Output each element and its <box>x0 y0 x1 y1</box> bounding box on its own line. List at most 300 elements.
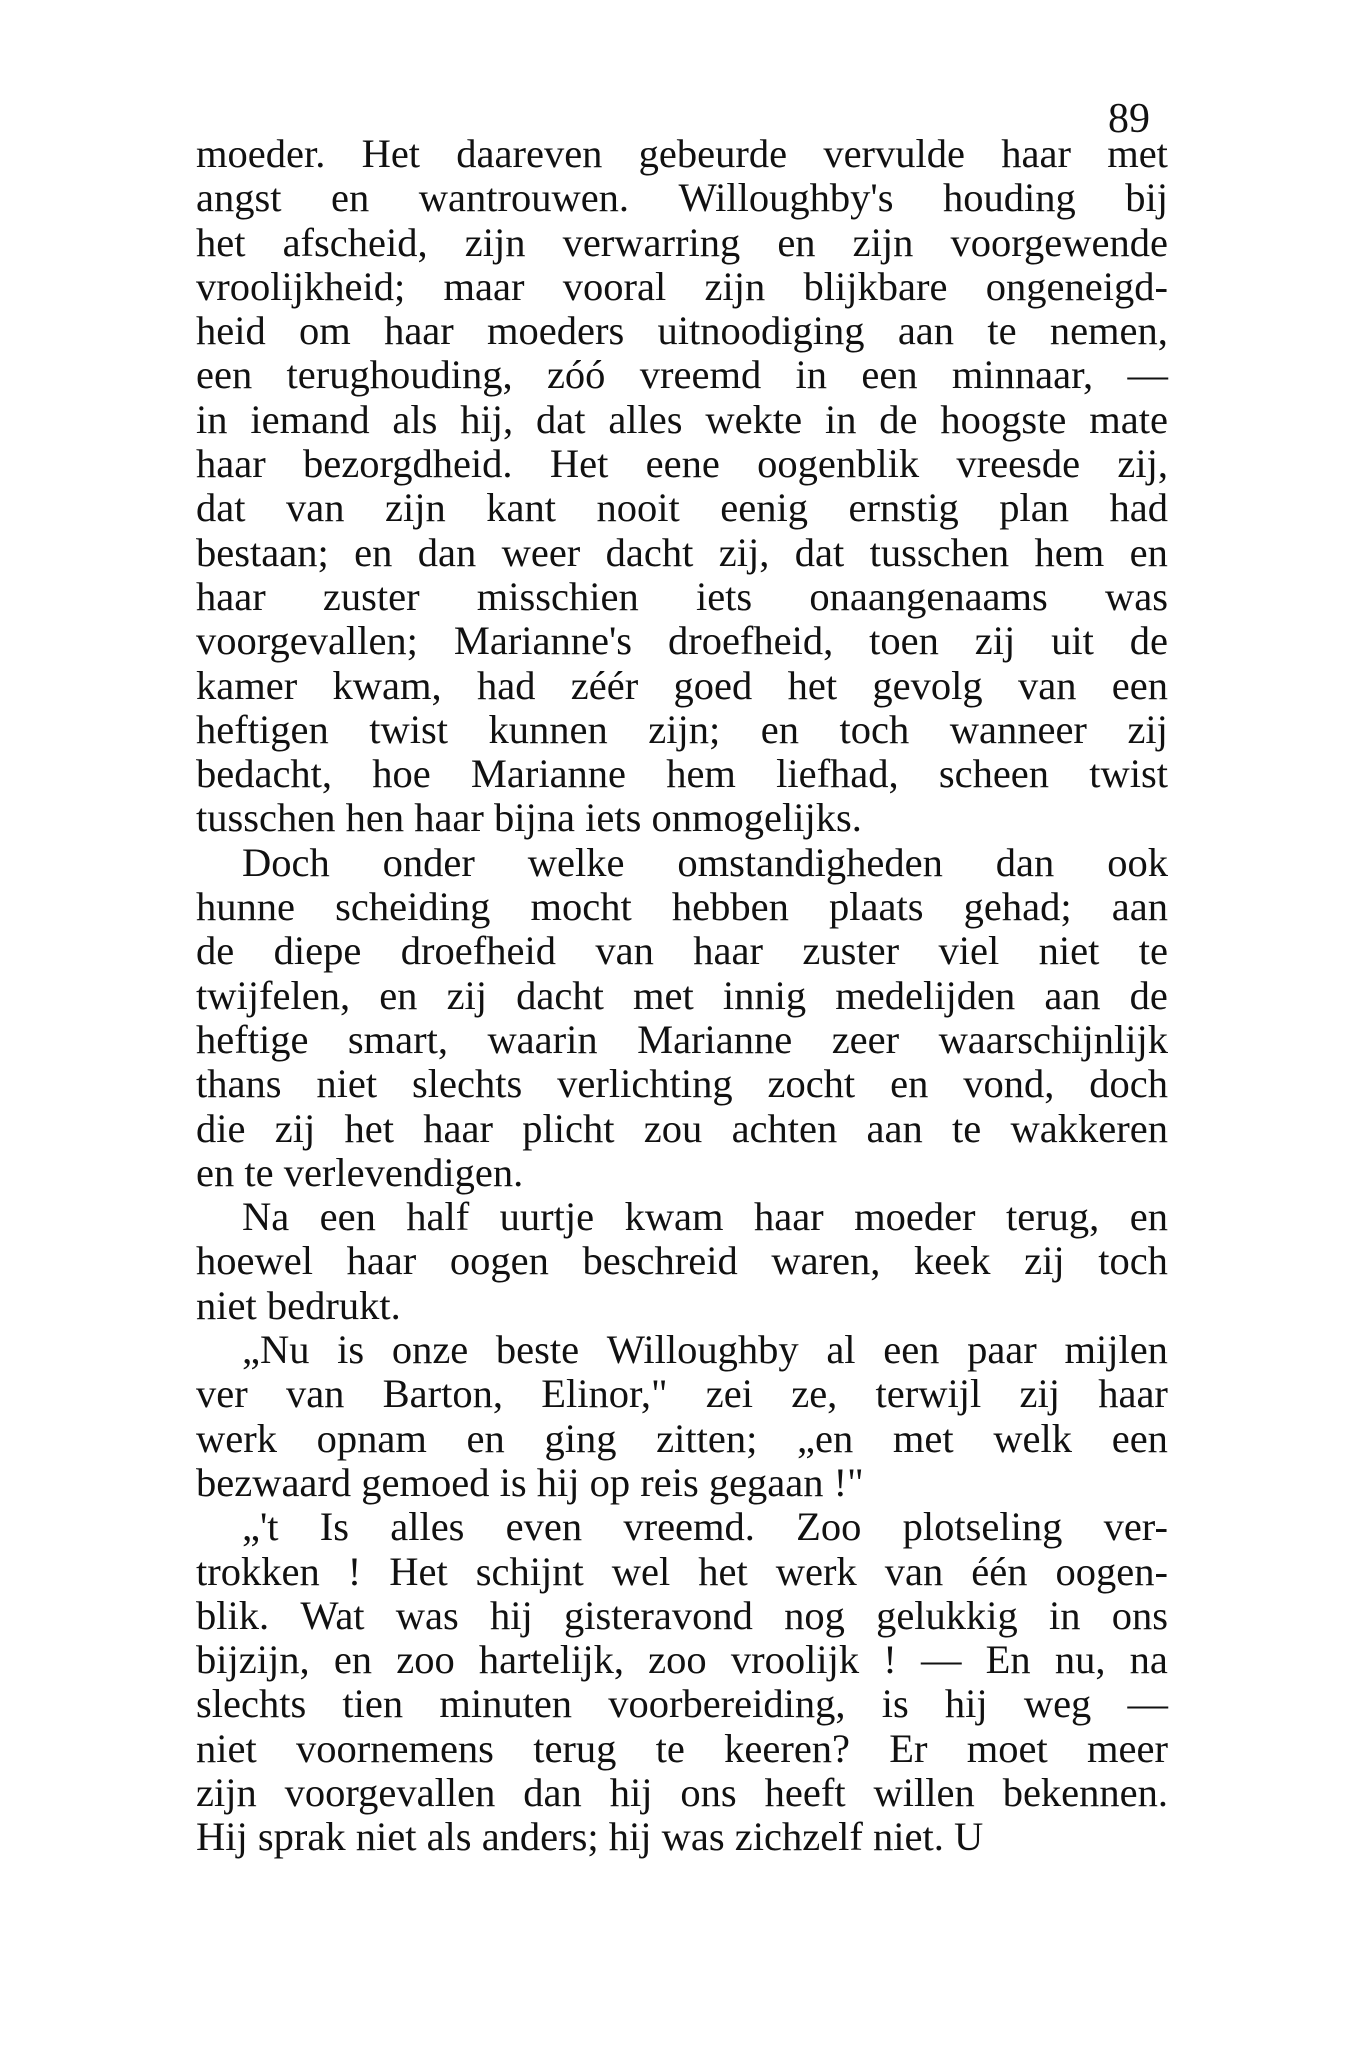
word: terughouding, <box>286 352 513 398</box>
word: hem <box>666 751 736 797</box>
word: heid <box>196 308 266 354</box>
word: wekte <box>705 396 803 442</box>
text-line <box>196 1284 1168 1328</box>
text-line <box>196 1195 1168 1239</box>
word: maar <box>443 263 525 309</box>
word: van <box>1017 662 1077 708</box>
word: in <box>196 396 228 442</box>
word: vreesde <box>956 441 1081 487</box>
word: niet <box>1038 928 1100 974</box>
text-line <box>196 1239 1168 1283</box>
word: even <box>505 1504 583 1550</box>
word: smart, <box>347 1016 448 1062</box>
word: zei <box>705 1371 753 1417</box>
word: haar <box>1098 1371 1168 1417</box>
word: wantrouwen. <box>418 175 630 221</box>
text-line-content <box>242 841 1168 885</box>
word: Er <box>889 1725 928 1771</box>
word: Zoo <box>796 1504 862 1550</box>
word: met <box>633 972 694 1018</box>
word: aan <box>897 308 955 354</box>
text-line <box>196 841 1168 885</box>
word: nooit <box>596 485 680 531</box>
word: zij <box>446 972 488 1018</box>
word: had <box>1109 485 1168 531</box>
word: blik. <box>196 1592 270 1638</box>
word: slechts <box>412 1061 523 1107</box>
word: en <box>760 706 799 752</box>
word: wel <box>611 1548 671 1594</box>
word: en <box>1129 529 1168 575</box>
word: en <box>777 219 816 265</box>
text-line <box>196 1727 1168 1771</box>
text-line <box>196 1151 1168 1195</box>
text-line <box>196 575 1168 619</box>
word: in <box>1049 1592 1081 1638</box>
word: dan <box>523 1769 582 1815</box>
word: om <box>299 308 351 354</box>
word: beste <box>495 1327 580 1373</box>
word: moeder. <box>196 131 326 176</box>
word: hebben <box>671 884 789 930</box>
word: schijnt <box>475 1548 584 1594</box>
word: toch <box>1098 1238 1168 1284</box>
word: na <box>1129 1637 1168 1683</box>
word: één <box>971 1548 1028 1594</box>
text-line <box>196 531 1168 575</box>
word: „'t <box>242 1504 279 1550</box>
word: goed <box>673 662 753 708</box>
text-line <box>196 1594 1168 1638</box>
word: hoewel <box>196 1238 313 1284</box>
word: Wat <box>300 1592 365 1638</box>
word: voorgevallen <box>284 1769 496 1815</box>
word: eenig <box>720 485 808 531</box>
body-text <box>196 132 1168 1860</box>
word: dan <box>417 529 477 575</box>
word: welk <box>993 1415 1073 1461</box>
word: terug, <box>1005 1194 1100 1240</box>
word: droefheid, <box>667 618 834 664</box>
word: blijkbare <box>803 263 948 309</box>
word: dat <box>196 485 246 531</box>
text-line-content: tusschen hen haar bijna iets onmogelijks. <box>196 795 862 841</box>
word: nemen, <box>1049 308 1168 354</box>
word: zij, <box>718 529 770 575</box>
word: vreemd. <box>623 1504 755 1550</box>
word: en <box>333 1637 373 1683</box>
text-line <box>196 1328 1168 1372</box>
word: verwarring <box>562 219 741 265</box>
word: ! <box>347 1548 362 1594</box>
word: iemand <box>250 396 370 442</box>
word: Elinor," <box>541 1371 668 1417</box>
word: — <box>920 1637 962 1683</box>
word: en <box>1129 1194 1168 1240</box>
word: willen <box>873 1769 975 1815</box>
word: bij <box>1125 175 1168 221</box>
word: te <box>952 1105 982 1151</box>
word: haar <box>196 441 266 487</box>
word: gehad; <box>963 884 1072 930</box>
word: ver <box>196 1371 248 1417</box>
word: niet <box>196 1725 257 1771</box>
text-line <box>196 1815 1168 1859</box>
word: mocht <box>530 884 632 930</box>
text-line <box>196 132 1168 176</box>
word: en <box>379 972 418 1018</box>
word: twist <box>1089 751 1168 797</box>
text-line <box>196 1417 1168 1461</box>
word: houding <box>942 175 1076 221</box>
word: trokken <box>196 1548 320 1594</box>
text-line <box>196 974 1168 1018</box>
word: zijn <box>852 219 914 265</box>
word: alles <box>390 1504 465 1550</box>
word: diepe <box>273 928 362 974</box>
text-line-content <box>242 1505 1168 1549</box>
word: hij <box>489 1592 533 1638</box>
word: vreemd <box>639 352 762 398</box>
word: werk <box>196 1415 277 1461</box>
word: gelukkig <box>876 1592 1018 1638</box>
word: en <box>466 1415 505 1461</box>
word: voorgevallen; <box>196 618 418 664</box>
word: Marianne <box>637 1016 793 1062</box>
word: een <box>861 352 918 398</box>
word: dat <box>794 529 845 575</box>
word: die <box>196 1105 246 1151</box>
word: zij <box>1024 1238 1065 1284</box>
word: keek <box>914 1238 991 1284</box>
word: dacht <box>605 529 694 575</box>
word: de <box>1129 618 1168 664</box>
text-line-content: en te verlevendigen. <box>196 1149 524 1195</box>
text-line-content: bezwaard gemoed is hij op reis gegaan !" <box>196 1459 864 1505</box>
word: kant <box>486 485 556 531</box>
word: bedacht, <box>196 751 333 797</box>
word: waarschijnlijk <box>938 1016 1168 1062</box>
word: mijlen <box>1064 1327 1168 1373</box>
word: heftigen <box>196 706 329 752</box>
word: — <box>1127 1681 1168 1727</box>
text-line <box>196 176 1168 220</box>
word: hartelijk, <box>478 1637 624 1683</box>
word: vroolijk <box>730 1637 860 1683</box>
word: ver- <box>1103 1504 1168 1550</box>
word: had <box>476 662 536 708</box>
word: mate <box>1089 396 1168 442</box>
word: Barton, <box>382 1371 504 1417</box>
text-line <box>196 664 1168 708</box>
text-line <box>196 1682 1168 1726</box>
word: zij, <box>1117 441 1168 487</box>
word: vooral <box>562 263 667 309</box>
word: onze <box>391 1327 469 1373</box>
word: van <box>884 1548 944 1594</box>
text-line <box>196 1505 1168 1549</box>
word: afscheid, <box>282 219 428 265</box>
word: zij <box>1019 1371 1060 1417</box>
word: zóó <box>546 352 606 398</box>
word: vroolijkheid; <box>196 263 406 309</box>
word: nog <box>784 1592 845 1638</box>
word: half <box>406 1194 470 1240</box>
word: al <box>826 1327 856 1373</box>
word: Het <box>389 1548 448 1594</box>
word: haar <box>384 308 454 354</box>
word: keeren? <box>724 1725 851 1771</box>
word: innig <box>722 972 807 1018</box>
word: minuten <box>439 1681 573 1727</box>
word: scheen <box>938 751 1050 797</box>
word: ging <box>544 1415 617 1461</box>
word: „Nu <box>242 1327 310 1373</box>
word: droefheid <box>400 928 556 974</box>
text-line <box>196 442 1168 486</box>
word: onaangenaams <box>809 573 1048 619</box>
word: zij <box>1127 706 1168 752</box>
word: tien <box>342 1681 404 1727</box>
word: twijfelen, <box>196 972 351 1018</box>
word: was <box>395 1592 459 1638</box>
word: moet <box>966 1725 1048 1771</box>
text-line <box>196 1062 1168 1106</box>
word: een <box>196 352 253 398</box>
word: thans <box>196 1061 282 1107</box>
word: voorgewende <box>950 219 1168 265</box>
word: zeer <box>831 1016 900 1062</box>
word: zocht <box>767 1061 856 1107</box>
word: uitnoodiging <box>657 308 865 354</box>
word: haar <box>423 1105 493 1151</box>
word: haar <box>196 573 266 619</box>
word: zoo <box>648 1637 707 1683</box>
text-line <box>196 398 1168 442</box>
word: zijn <box>464 219 526 265</box>
word: ze, <box>791 1371 838 1417</box>
text-line-content: niet bedrukt. <box>196 1282 401 1328</box>
word: plotseling <box>902 1504 1063 1550</box>
word: van <box>285 1371 345 1417</box>
word: gebeurde <box>638 131 788 176</box>
word: liefhad, <box>776 751 899 797</box>
word: de <box>879 396 918 442</box>
word: bekennen. <box>1002 1769 1168 1815</box>
word: slechts <box>196 1681 307 1727</box>
word: — <box>1127 352 1168 398</box>
word: „en <box>797 1415 854 1461</box>
text-line <box>196 752 1168 796</box>
word: in <box>824 396 857 442</box>
word: zoo <box>396 1637 455 1683</box>
word: minnaar, <box>951 352 1094 398</box>
word: haar <box>693 928 763 974</box>
word: uurtje <box>499 1194 595 1240</box>
text-line <box>196 1372 1168 1416</box>
text-line <box>196 885 1168 929</box>
word: waarin <box>487 1016 598 1062</box>
word: zuster <box>802 928 900 974</box>
word: hunne <box>196 884 295 930</box>
word: oogenblik <box>757 441 920 487</box>
word: en <box>890 1061 929 1107</box>
word: vond, <box>963 1061 1055 1107</box>
word: achten <box>731 1105 838 1151</box>
word: medelijden <box>835 972 1016 1018</box>
word: te <box>1138 928 1168 974</box>
word: zijn <box>385 485 446 531</box>
text-line <box>196 619 1168 663</box>
word: niet <box>316 1061 378 1107</box>
word: zéér <box>570 662 639 708</box>
word: als <box>392 396 438 442</box>
word: van <box>595 928 654 974</box>
word: Willoughby <box>606 1327 799 1373</box>
word: zij <box>274 1105 316 1151</box>
word: Marianne's <box>453 618 633 664</box>
word: dacht <box>516 972 604 1018</box>
word: viel <box>938 928 1000 974</box>
text-line <box>196 1107 1168 1151</box>
word: uit <box>1051 618 1094 664</box>
word: het <box>344 1105 395 1151</box>
word: scheiding <box>335 884 491 930</box>
word: weg <box>1023 1681 1092 1727</box>
word: kwam, <box>332 662 442 708</box>
word: een <box>1111 662 1168 708</box>
word: En <box>985 1637 1031 1683</box>
word: nu, <box>1054 1637 1106 1683</box>
word: meer <box>1087 1725 1168 1771</box>
word: wanneer <box>949 706 1087 752</box>
text-line <box>196 1771 1168 1815</box>
word: bezorgdheid. <box>303 441 513 487</box>
text-line <box>196 796 1168 840</box>
word: een <box>319 1194 376 1240</box>
word: kamer <box>196 662 298 708</box>
word: dan <box>995 839 1055 885</box>
word: welke <box>527 839 625 885</box>
word: haar <box>753 1194 824 1240</box>
word: en <box>354 529 393 575</box>
word: toen <box>869 618 939 664</box>
word: werk <box>775 1548 857 1594</box>
word: hij <box>944 1681 988 1727</box>
word: ook <box>1107 839 1168 885</box>
text-line <box>196 353 1168 397</box>
word: dat <box>536 396 586 442</box>
word: misschien <box>476 573 639 619</box>
word: bestaan; <box>196 529 329 575</box>
word: Marianne <box>470 751 627 797</box>
word: verlichting <box>557 1061 733 1107</box>
word: is <box>881 1681 909 1727</box>
word: bijzijn, <box>196 1637 310 1683</box>
word: Willoughby's <box>678 175 894 221</box>
word: angst <box>196 175 282 221</box>
word: de <box>1129 972 1168 1018</box>
word: zou <box>643 1105 703 1151</box>
word: beschreid <box>582 1238 738 1284</box>
word: het <box>196 219 246 265</box>
word: haar <box>346 1238 417 1284</box>
word: plicht <box>522 1105 615 1151</box>
word: plan <box>999 485 1069 531</box>
word: zitten; <box>656 1415 758 1461</box>
word: kwam <box>624 1194 724 1240</box>
word: zuster <box>322 573 420 619</box>
word: heeft <box>764 1769 846 1815</box>
word: aan <box>1044 972 1101 1018</box>
word: eene <box>645 441 720 487</box>
word: heftige <box>196 1016 309 1062</box>
word: zijn <box>704 263 766 309</box>
word: ons <box>1111 1592 1168 1638</box>
word: zijn <box>196 1769 257 1815</box>
word: hoogste <box>940 396 1067 442</box>
text-line <box>196 1550 1168 1594</box>
word: hij, <box>460 396 514 442</box>
word: vervulde <box>823 131 966 176</box>
word: waren, <box>771 1238 881 1284</box>
word: het <box>787 662 838 708</box>
text-line <box>196 708 1168 752</box>
word: hem <box>1034 529 1105 575</box>
word: hij <box>609 1769 653 1815</box>
word: twist <box>369 706 448 752</box>
page-number: 89 <box>1108 96 1150 142</box>
word: het <box>698 1548 748 1594</box>
word: terwijl <box>875 1371 982 1417</box>
word: Doch <box>242 839 330 885</box>
text-line <box>196 929 1168 973</box>
word: te <box>987 308 1017 354</box>
word: is <box>337 1327 365 1373</box>
word: onder <box>382 839 475 885</box>
word: toch <box>839 706 910 752</box>
text-line-content <box>242 1328 1168 1372</box>
word: in <box>795 352 828 398</box>
word: Is <box>319 1504 349 1550</box>
word: wakkeren <box>1010 1105 1168 1151</box>
word: kunnen <box>488 706 608 752</box>
word: moeder <box>854 1194 976 1240</box>
text-line <box>196 486 1168 530</box>
word: Het <box>361 131 421 176</box>
word: weer <box>501 529 581 575</box>
word: Het <box>549 441 609 487</box>
word: een <box>1111 1415 1168 1461</box>
word: ongeneigd- <box>985 263 1168 309</box>
word: oogen <box>449 1238 549 1284</box>
text-line <box>196 1461 1168 1505</box>
word: iets <box>695 573 753 619</box>
word: van <box>286 485 345 531</box>
word: en <box>331 175 370 221</box>
word: voornemens <box>295 1725 494 1771</box>
word: hoe <box>372 751 431 797</box>
word: Na <box>242 1194 290 1240</box>
text-line-content <box>242 1195 1168 1239</box>
word: ernstig <box>848 485 959 531</box>
word: met <box>1107 131 1168 176</box>
word: aan <box>866 1105 923 1151</box>
word: een <box>883 1327 940 1373</box>
text-line <box>196 1018 1168 1062</box>
word: daareven <box>456 131 603 176</box>
text-line <box>196 309 1168 353</box>
